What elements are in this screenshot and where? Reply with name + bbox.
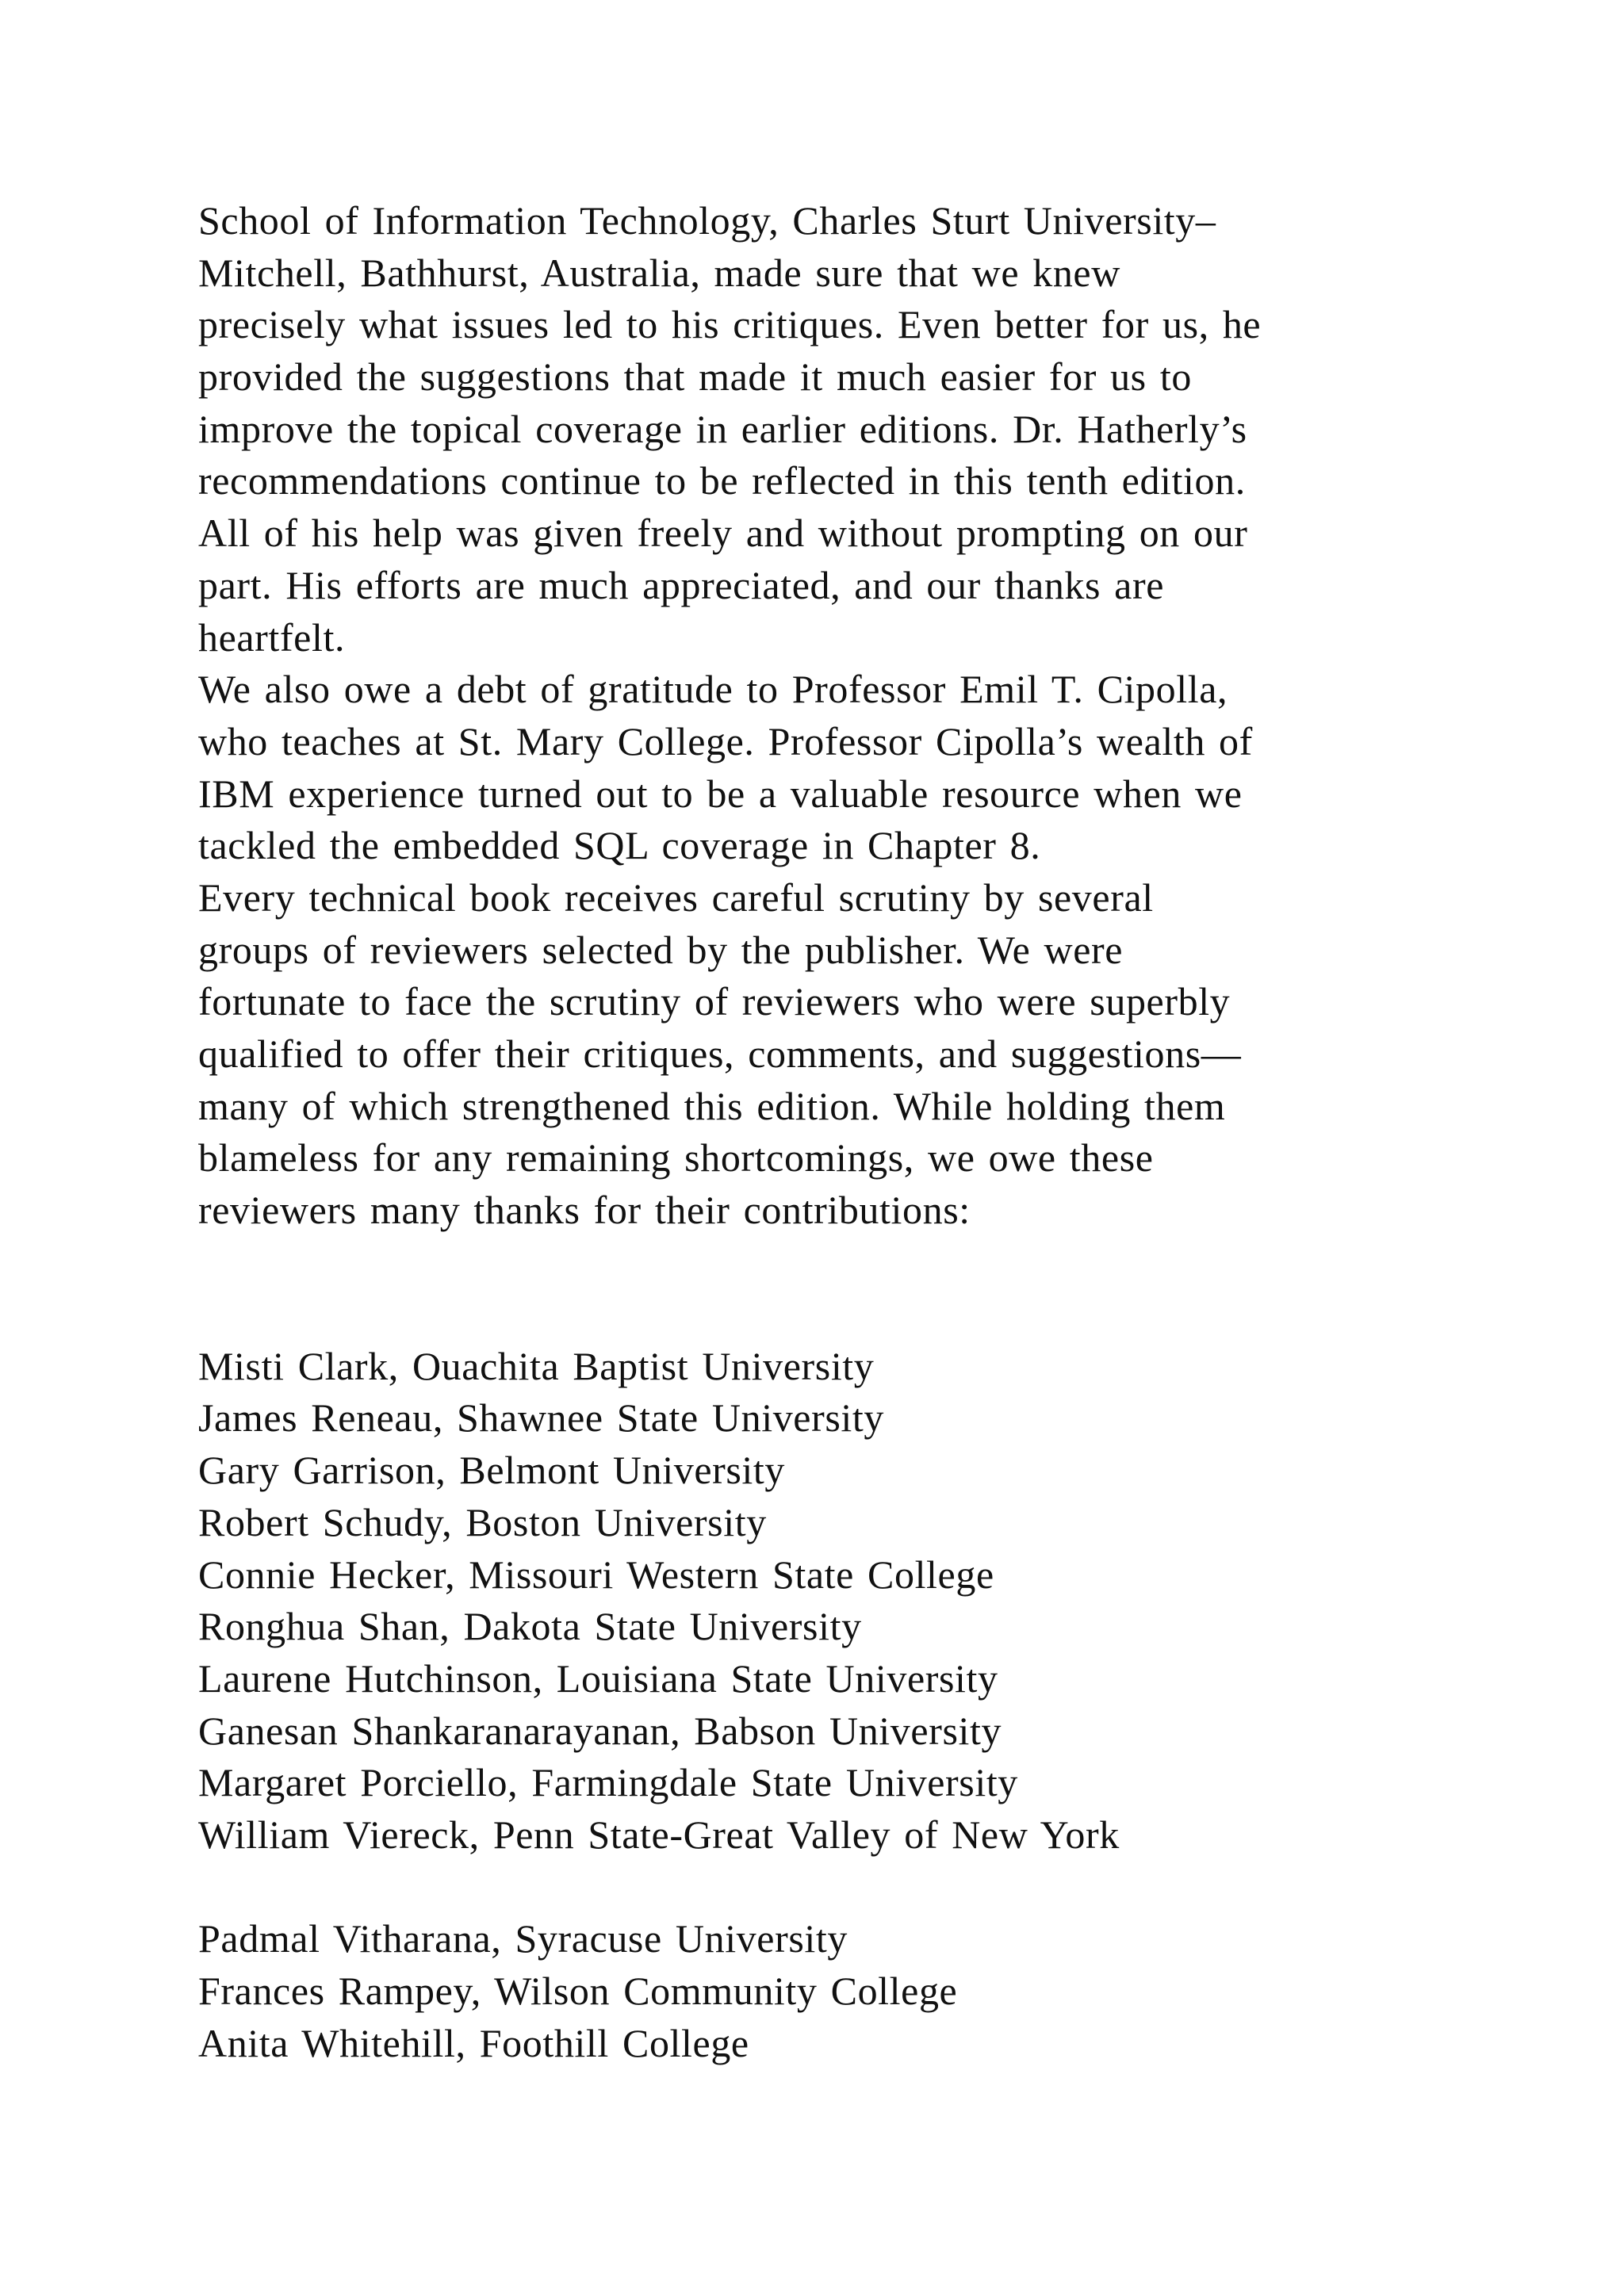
text-line: fortunate to face the scrutiny of reviewers who were superbly [198,979,1231,1024]
text-line: improve the topical coverage in earlier editions. Dr. Hatherly’s [198,406,1247,451]
text-line: recommendations continue to be reflected in this tenth edition. [198,458,1246,503]
reviewer-entry: Anita Whitehill, Foothill College [198,2020,749,2065]
reviewer-entry: Padmal Vitharana, Syracuse University [198,1916,848,1961]
blank-space [198,1862,1435,1914]
reviewer-entry: Margaret Porciello, Farmingdale State University [198,1760,1018,1805]
reviewer-entry: Laurene Hutchinson, Louisiana State University [198,1655,998,1701]
text-line: qualified to offer their critiques, comments, and suggestions— [198,1031,1242,1076]
text-line: heartfelt. [198,614,346,660]
text-line: School of Information Technology, Charles Sturt University– [198,198,1216,243]
text-line: reviewers many thanks for their contributions: [198,1188,971,1233]
reviewer-entry: Robert Schudy, Boston University [198,1499,767,1544]
reviewer-entry: William Viereck, Penn State-Great Valley of New York [198,1812,1120,1857]
reviewer-entry: Ganesan Shankaranarayanan, Babson University [198,1708,1002,1753]
reviewer-entry: Misti Clark, Ouachita Baptist University [198,1343,875,1388]
text-line: blameless for any remaining shortcomings, we owe these [198,1135,1154,1181]
paragraph-2 [198,664,1435,872]
blank-space [198,1237,1435,1341]
reviewer-entry: James Reneau, Shawnee State University [198,1395,884,1441]
reviewer-entry: Ronghua Shan, Dakota State University [198,1604,862,1649]
text-line: who teaches at St. Mary College. Professor Cipolla’s wealth of [198,718,1253,763]
text-line: tackled the embedded SQL coverage in Chapter 8. [198,823,1041,868]
reviewer-entry: Gary Garrison, Belmont University [198,1448,786,1493]
reviewer-list-1 [198,1341,1435,1862]
reviewer-entry: Frances Rampey, Wilson Community College [198,1969,958,2013]
text-line: Mitchell, Bathhurst, Australia, made sure that we knew [198,250,1120,295]
paragraph-1 [198,195,1435,664]
text-line: IBM experience turned out to be a valuable resource when we [198,771,1243,816]
reviewer-list-2 [198,1913,1435,2069]
text-line: Every technical book receives careful scrutiny by several [198,874,1154,920]
reviewer-entry: Connie Hecker, Missouri Western State College [198,1552,994,1597]
paragraph-3 [198,872,1435,1237]
text-line: precisely what issues led to his critiques. Even better for us, he [198,302,1262,347]
text-line: part. His efforts are much appreciated, and our thanks are [198,562,1165,607]
body-text [198,195,1435,2069]
text-line: All of his help was given freely and without prompting on our [198,511,1248,556]
text-line: provided the suggestions that made it much easier for us to [198,354,1192,400]
text-line: groups of reviewers selected by the publisher. We were [198,927,1124,972]
text-line: We also owe a debt of gratitude to Professor Emil T. Cipolla, [198,667,1228,712]
text-line: many of which strengthened this edition. While holding them [198,1083,1226,1128]
